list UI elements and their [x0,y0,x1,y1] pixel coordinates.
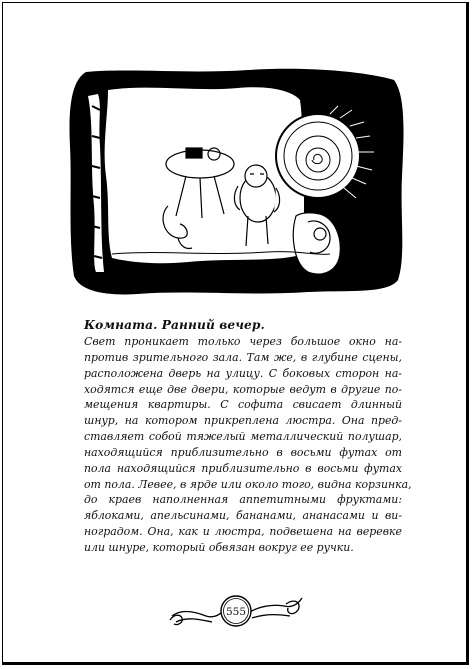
page-number: 555 [225,606,247,618]
text-line: от пола. Левее, в ярде или около того, видна корзинка, [84,477,412,491]
text-line: мещения квартиры. С софита свисает длинный [84,398,402,412]
scene-heading: Комната. Ранний вечер. [84,318,265,332]
room-illustration [68,66,408,298]
text-line: против зрительного зала. Там же, в глубине сцены, [84,350,402,364]
text-line: ноградом. Она, как и люстра, подвешена на веревке [84,525,402,539]
illustration-interior [105,87,305,263]
ribbon-left [172,611,222,622]
text-line: ставляет собой тяжелый металлический полушар, [84,430,402,444]
scene-paragraph [84,334,412,556]
text-block [84,318,412,556]
text-line: Свет проникает только через большое окно на- [84,335,402,348]
text-line: до краев наполненная аппетитными фруктами: [84,493,402,507]
text-line: ходятся еще две двери, которые ведут в другие по- [84,382,402,396]
page-number-ornament [166,586,306,634]
text-line: пола находящийся приблизительно в восьми футах [84,461,402,475]
text-line: или шнуре, который обвязан вокруг ее ручки. [84,540,354,554]
text-line: расположена дверь на улицу. С боковых сторон на- [84,366,402,380]
text-line: шнур, на котором прикреплена люстра. Она пред- [84,414,402,428]
text-line: яблоками, апельсинами, бананами, ананасами и ви- [84,509,402,523]
chandelier [276,114,360,198]
text-line: находящийся приблизительно в восьми футах от [84,445,402,459]
